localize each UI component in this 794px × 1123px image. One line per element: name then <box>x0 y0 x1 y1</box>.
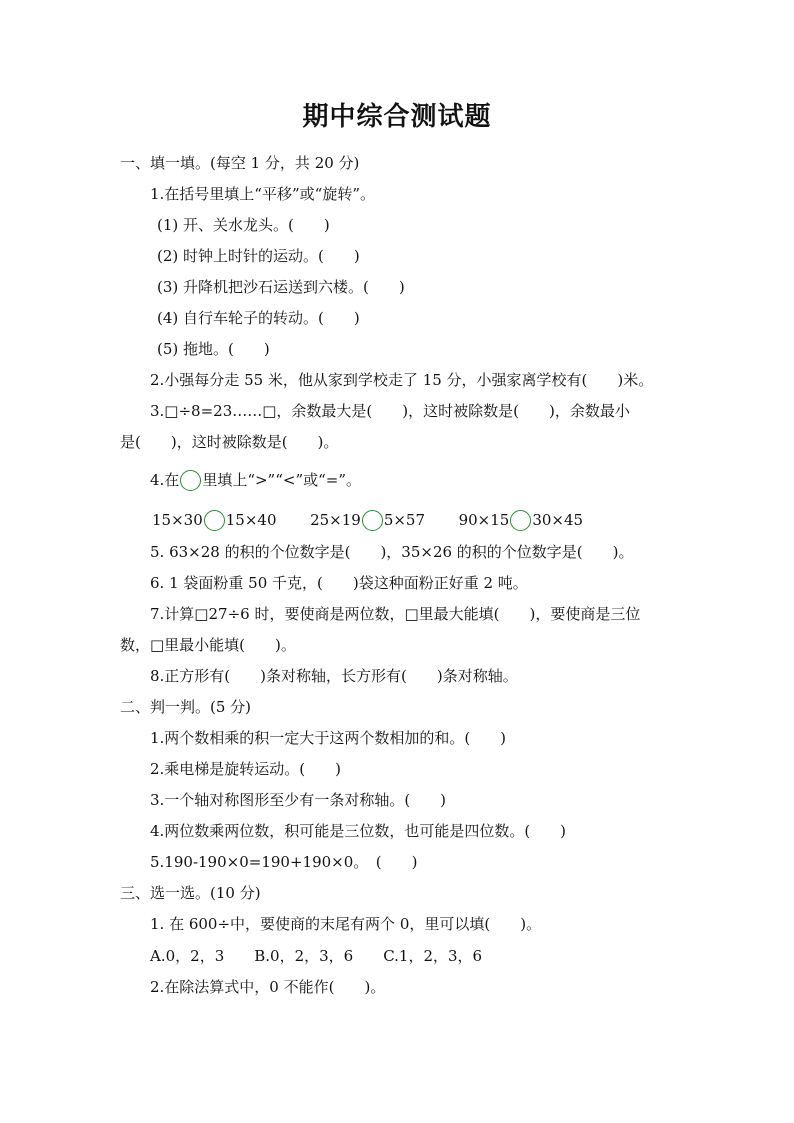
comparison-right: 5×57 <box>383 511 426 529</box>
question-1-4 <box>150 470 361 491</box>
choice-question-1: 1. 在 600÷中，要使商的末尾有两个 0，里可以填( )。 <box>150 915 542 933</box>
question-1-7-line2: 数，□里最小能填( )。 <box>120 636 296 654</box>
section-3-heading: 三、选一选。(10 分) <box>120 884 261 902</box>
question-1-3-line1: 3.□÷8=23……□，余数最大是( )，这时被除数是( )，余数最小 <box>150 402 630 420</box>
comparison-right: 30×45 <box>532 511 584 529</box>
judge-item: 4.两位数乘两位数，积可能是三位数，也可能是四位数。( ) <box>150 822 567 840</box>
comparison-circle-icon[interactable] <box>204 510 225 531</box>
page-title: 期中综合测试题 <box>302 102 492 132</box>
choice-options: A.0，2，3 B.0，2，3，6 C.1，2，3，6 <box>150 947 483 965</box>
question-1-1-item: (3) 升降机把沙石运送到六楼。( ) <box>157 278 405 296</box>
question-1-3-line2: 是( )，这时被除数是( )。 <box>120 433 339 451</box>
judge-item: 5.190-190×0=190+190×0。 ( ) <box>150 853 418 871</box>
question-1-7-line1: 7.计算□27÷6 时，要使商是两位数，□里最大能填( )，要使商是三位 <box>150 605 641 623</box>
section-2-heading: 二、判一判。(5 分) <box>120 698 252 716</box>
choice-question-2: 2.在除法算式中，0 不能作( )。 <box>150 978 386 996</box>
question-1-1: 1.在括号里填上“平移”或“旋转”。 <box>150 185 375 203</box>
question-1-1-item: (5) 拖地。( ) <box>157 340 270 358</box>
question-1-6: 6. 1 袋面粉重 50 千克，( )袋这种面粉正好重 2 吨。 <box>150 574 528 592</box>
comparison-left: 15×30 <box>152 511 203 529</box>
question-1-4-post: 里填上“>”“<”或“=”。 <box>202 471 362 489</box>
question-1-8: 8.正方形有( )条对称轴，长方形有( )条对称轴。 <box>150 667 518 685</box>
comparison-right: 15×40 <box>225 511 277 529</box>
comparison-row <box>152 510 583 531</box>
comparison-circle-icon <box>180 470 201 491</box>
judge-item: 1.两个数相乘的积一定大于这两个数相加的和。( ) <box>150 729 507 747</box>
section-1-heading: 一、填一填。(每空 1 分，共 20 分) <box>120 154 360 172</box>
comparison-circle-icon[interactable] <box>362 510 383 531</box>
judge-item: 2.乘电梯是旋转运动。( ) <box>150 760 342 778</box>
question-1-2: 2.小强每分走 55 米，他从家到学校走了 15 分，小强家离学校有( )米。 <box>150 371 654 389</box>
question-1-1-item: (4) 自行车轮子的转动。( ) <box>157 309 360 327</box>
judge-item: 3.一个轴对称图形至少有一条对称轴。( ) <box>150 791 447 809</box>
comparison-left: 90×15 <box>458 511 510 529</box>
question-1-1-item: (2) 时钟上时针的运动。( ) <box>157 247 360 265</box>
comparison-circle-icon[interactable] <box>510 510 531 531</box>
question-1-1-item: (1) 开、关水龙头。( ) <box>157 216 330 234</box>
question-1-4-pre: 4.在 <box>150 471 180 489</box>
comparison-left: 25×19 <box>310 511 361 529</box>
question-1-5: 5. 63×28 的积的个位数字是( )，35×26 的积的个位数字是( )。 <box>150 543 634 561</box>
